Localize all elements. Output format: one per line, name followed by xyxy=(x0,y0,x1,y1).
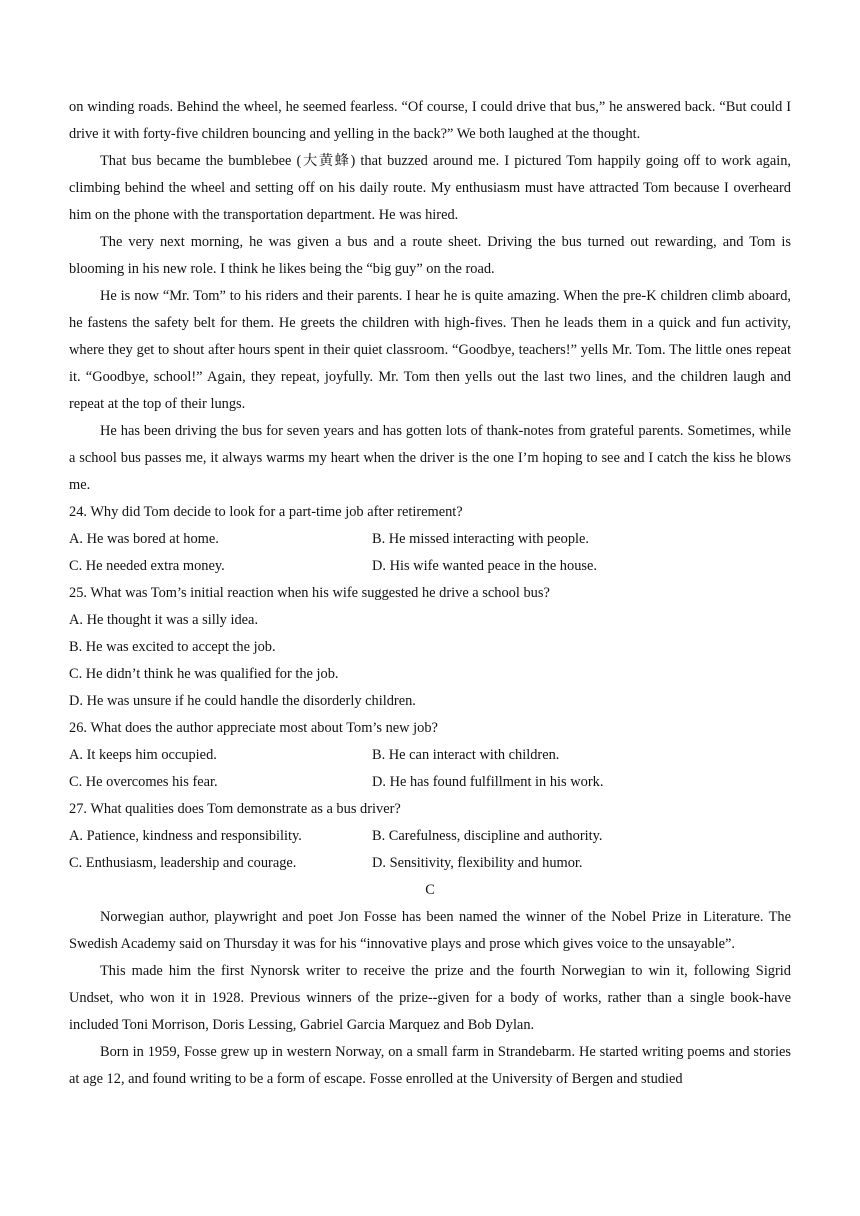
option-d: D. He was unsure if he could handle the disorderly children. xyxy=(69,693,416,709)
passage-b-paragraph-1: on winding roads. Behind the wheel, he seemed fearless. “Of course, I could drive that bus,” he answered back. “But could I drive it with forty-five children bouncing and yelling in the back?” We both laughed at the thought. xyxy=(69,99,791,142)
passage-c-paragraph-2: This made him the first Nynorsk writer to receive the prize and the fourth Norwegian to win it, following Sigrid Undset, who won it in 1928. Previous winners of the prize--given for a body of works, rather than a single book-have included Toni Morrison, Doris Lessing, Gabriel Garcia Marquez and Bob Dylan. xyxy=(69,963,791,1033)
option-row xyxy=(69,553,791,580)
option-d: D. Sensitivity, flexibility and humor. xyxy=(372,855,583,871)
passage-b-paragraph-4: He is now “Mr. Tom” to his riders and their parents. I hear he is quite amazing. When the pre-K children climb aboard, he fastens the safety belt for them. He greets the children with high-fives. Then he leads them in a quick and fun activity, where they get to shout after hours spent in their quiet classroom. “Goodbye, teachers!” yells Mr. Tom. The little ones repeat it. “Goodbye, school!” Again, they repeat, joyfully. Mr. Tom then yells out the last two lines, and the children laugh and repeat at the top of their lungs. xyxy=(69,288,791,412)
option-a: A. He was bored at home. xyxy=(69,531,219,547)
passage-b-paragraph-2: That bus became the bumblebee (大黄蜂) that buzzed around me. I pictured Tom happily going off to work again, climbing behind the wheel and setting off on his daily route. My enthusiasm must have attracted Tom because I overheard him on the phone with the transportation department. He was hired. xyxy=(69,153,791,223)
passage-b-paragraph-5: He has been driving the bus for seven years and has gotten lots of thank-notes from grateful parents. Sometimes, while a school bus passes me, it always warms my heart when the driver is the one I’m hoping to see and I catch the kiss he blows me. xyxy=(69,423,791,493)
question-stem: 24. Why did Tom decide to look for a part-time job after retirement? xyxy=(69,504,463,520)
question-stem: 26. What does the author appreciate most about Tom’s new job? xyxy=(69,720,438,736)
option-d: D. He has found fulfillment in his work. xyxy=(372,774,604,790)
passage-b-paragraph-3: The very next morning, he was given a bus and a route sheet. Driving the bus turned out rewarding, and Tom is blooming in his new role. I think he likes being the “big guy” on the road. xyxy=(69,234,791,277)
section-heading: C xyxy=(425,882,435,898)
question-24 xyxy=(69,499,791,580)
option-row xyxy=(69,823,791,850)
option-a: A. It keeps him occupied. xyxy=(69,747,217,763)
question-25 xyxy=(69,580,791,715)
option-a: A. Patience, kindness and responsibility. xyxy=(69,828,302,844)
option-b: B. He was excited to accept the job. xyxy=(69,639,276,655)
question-27 xyxy=(69,796,791,877)
option-b: B. Carefulness, discipline and authority. xyxy=(372,828,603,844)
option-row xyxy=(69,526,791,553)
option-row xyxy=(69,742,791,769)
option-b: B. He can interact with children. xyxy=(372,747,560,763)
passage-c-paragraph-3: Born in 1959, Fosse grew up in western Norway, on a small farm in Strandebarm. He started writing poems and stories at age 12, and found writing to be a form of escape. Fosse enrolled at the University of Bergen and studied xyxy=(69,1044,791,1087)
option-d: D. His wife wanted peace in the house. xyxy=(372,558,597,574)
option-c: C. Enthusiasm, leadership and courage. xyxy=(69,855,297,871)
option-row xyxy=(69,769,791,796)
option-c: C. He didn’t think he was qualified for the job. xyxy=(69,666,339,682)
question-stem: 27. What qualities does Tom demonstrate as a bus driver? xyxy=(69,801,401,817)
option-c: C. He needed extra money. xyxy=(69,558,225,574)
option-b: B. He missed interacting with people. xyxy=(372,531,590,547)
option-a: A. He thought it was a silly idea. xyxy=(69,612,259,628)
question-26 xyxy=(69,715,791,796)
passage-c-paragraph-1: Norwegian author, playwright and poet Jon Fosse has been named the winner of the Nobel Prize in Literature. The Swedish Academy said on Thursday it was for his “innovative plays and prose which gives voice to the unsayable”. xyxy=(69,909,791,952)
option-row xyxy=(69,850,791,877)
question-stem: 25. What was Tom’s initial reaction when his wife suggested he drive a school bus? xyxy=(69,585,550,601)
option-c: C. He overcomes his fear. xyxy=(69,774,218,790)
